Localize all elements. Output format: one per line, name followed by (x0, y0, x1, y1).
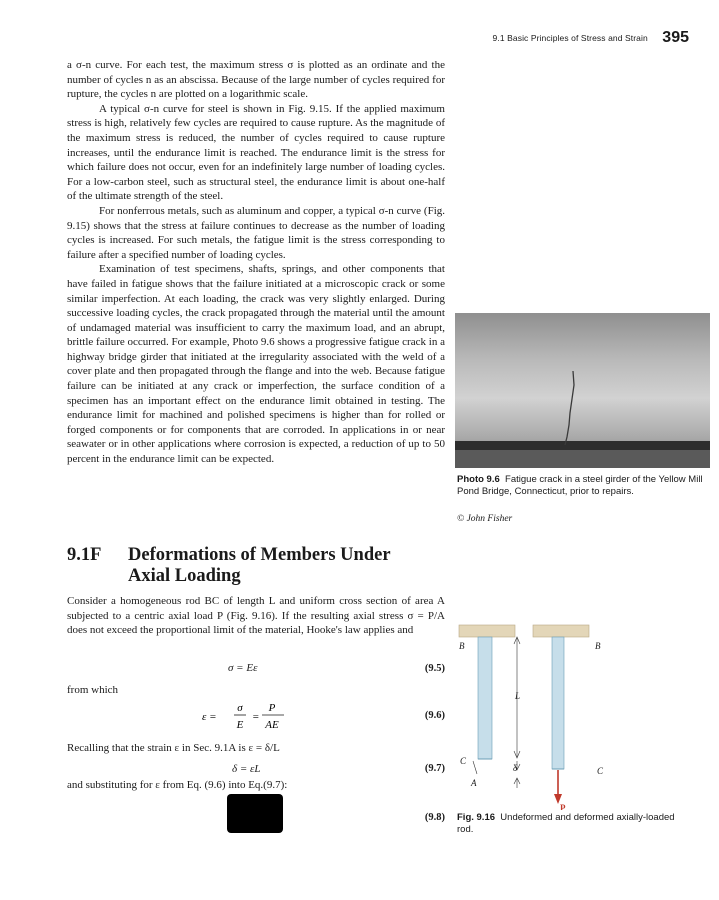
equation-9-8-redacted-box (227, 794, 283, 833)
eq-equals: = (252, 711, 260, 723)
running-header (493, 29, 689, 47)
label-P: P (560, 803, 566, 810)
fraction1-numerator: σ (237, 702, 243, 714)
section-number: 9.1F (67, 545, 102, 565)
section-title-line2: Axial Loading (128, 566, 241, 586)
equation-9-7: δ = εL (232, 763, 261, 775)
label-B-right: B (595, 641, 601, 651)
equation-number: (9.5) (424, 663, 445, 674)
photo-caption-text: Fatigue crack in a steel girder of the Yellow Mill Pond Bridge, Connecticut, prior to repairs. (457, 474, 703, 497)
substituting-text: and substituting for ε from Eq. (9.6) into Eq.(9.7): (67, 779, 288, 791)
deformed-rod (552, 637, 564, 769)
recalling-text: Recalling that the strain ε in Sec. 9.1A is ε = δ/L (67, 742, 280, 754)
equation-number: (9.7) (424, 763, 445, 774)
photo-caption-label: Photo 9.6 (457, 474, 500, 485)
fraction2-numerator: P (268, 702, 276, 714)
intro-paragraph: Consider a homogeneous rod BC of length L and uniform cross section of area A subjected to a centric axial load P (Fig. 9.16). If the resulting axial stress σ = P/A does not exceed the proportional limit of the material, Hooke's law applies and (67, 595, 445, 637)
photo-fatigue-crack (455, 313, 710, 468)
undeformed-rod (478, 637, 492, 759)
label-delta: δ (513, 763, 518, 773)
body-text (67, 58, 445, 467)
equation-9-5: σ = Eε (228, 662, 258, 674)
label-A: A (471, 778, 477, 788)
label-C-right: C (597, 766, 604, 776)
paragraph: A typical σ-n curve for steel is shown in Fig. 9.15. If the applied maximum stress is high, relatively few cycles are required to cause rupture. As the magnitude of the maximum stress is reduced, the number of cycles required to cause rupture increases, until the endurance limit is reached. The endurance limit is the stress for which failure does not occur, even for an indefinitely large number of loading cycles. For a low-carbon steel, such as structural steel, the endurance limit is about one-half of the ultimate strength of the steel. (67, 102, 445, 203)
equation-number: (9.8) (424, 812, 445, 823)
figure-caption (457, 812, 692, 836)
figure-caption-label: Fig. 9.16 (457, 812, 496, 823)
label-B-left: B (459, 641, 465, 651)
right-support (533, 625, 589, 637)
equation-9-6 (202, 699, 312, 738)
equation-number: (9.6) (424, 710, 445, 721)
figure-9-16-rod-diagram (455, 624, 605, 810)
section-header: 9.1 Basic Principles of Stress and Strain (492, 33, 648, 43)
section-title (67, 545, 391, 587)
photo-credit: © John Fisher (457, 514, 513, 524)
figure-caption-text: Undeformed and deformed axially-loaded rod. (457, 812, 675, 835)
from-which-text: from which (67, 684, 119, 696)
fraction1-denominator: E (236, 719, 244, 731)
label-L: L (515, 691, 521, 701)
paragraph: For nonferrous metals, such as aluminum and copper, a typical σ-n curve (Fig. 9.15) shows that the stress at failure continues to decrease as the number of loading cycles is increased. For such metals, the fatigue limit is the stress corresponding to failure after a specified number of loading cycles. (67, 204, 445, 261)
paragraph: a σ-n curve. For each test, the maximum stress σ is plotted as an ordinate and the number of cycles n as an abscissa. Because of the large number of cycles required for rupture, the cycles n are plotted on a logarithmic scale. (67, 59, 445, 101)
page-number: 395 (662, 29, 689, 46)
section-title-line1: Deformations of Members Under (128, 545, 391, 565)
label-C-left: C (460, 756, 467, 766)
paragraph: Examination of test specimens, shafts, springs, and other components that have failed in fatigue shows that the failure initiated at a microscopic crack or some similar imperfection. At each loading, the crack was very slightly enlarged. During successive loading cycles, the crack propagated through the material until the amount of undamaged material was insufficient to carry the maximum load, and an abrupt, brittle failure occurred. For example, Photo 9.6 shows a progressive fatigue crack in a highway bridge girder that initiated at the irregularity associated with the weld of a cover plate and then propagated through the flange and into the web. Because fatigue failure can be initiated at any crack or imperfection, the surface condition of a specimen has an important effect on the endurance limit obtained in testing. The endurance limit for machined and polished specimens is higher than for rolled or forged components or for components that are corroded. In applications in or near seawater or in other applications where corrosion is expected, a reduction of up to 50 percent in the endurance limit can be expected. (67, 263, 445, 466)
eq-lhs: ε = (202, 711, 217, 723)
photo-caption (457, 474, 712, 498)
left-support (459, 625, 515, 637)
fraction2-denominator: AE (265, 719, 279, 731)
crack-line (455, 313, 710, 468)
